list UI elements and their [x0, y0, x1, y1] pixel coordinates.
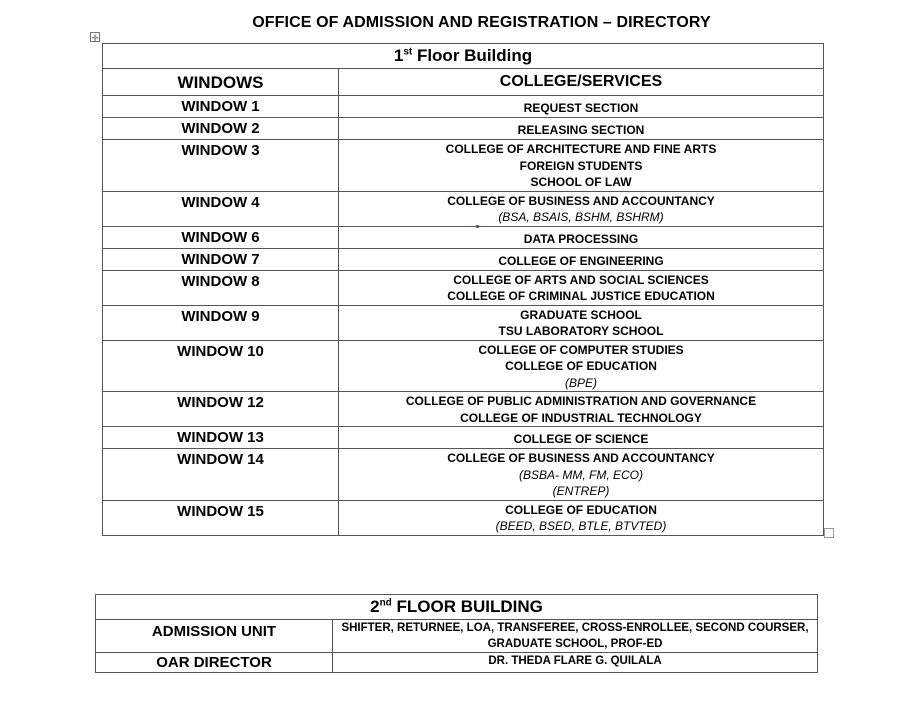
window-label: WINDOW 7 [103, 248, 339, 270]
service-line: COLLEGE OF EDUCATION [505, 359, 657, 373]
services-cell [339, 305, 824, 340]
table-row [103, 392, 824, 427]
services-cell [339, 118, 824, 140]
window-label: WINDOW 2 [103, 118, 339, 140]
unit-label: OAR DIRECTOR [96, 653, 333, 673]
table-row [103, 270, 824, 305]
service-line: COLLEGE OF BUSINESS AND ACCOUNTANCY [447, 451, 715, 465]
detail-line: DR. THEDA FLARE G. QUILALA [488, 655, 662, 667]
table-row [103, 449, 824, 501]
unit-details-cell [333, 653, 818, 673]
window-label: WINDOW 9 [103, 305, 339, 340]
program-note: (ENTREP) [552, 484, 610, 498]
services-cell [339, 96, 824, 118]
unit-label: ADMISSION UNIT [96, 620, 333, 653]
services-cell [339, 340, 824, 392]
table-row [103, 500, 824, 535]
table-move-handle-icon[interactable]: ✛ [91, 33, 99, 43]
window-label: WINDOW 8 [103, 270, 339, 305]
service-line: RELEASING SECTION [517, 123, 645, 137]
service-line: COLLEGE OF ENGINEERING [498, 253, 664, 268]
services-cell [339, 191, 824, 226]
first-floor-heading-row [103, 44, 824, 69]
service-line: COLLEGE OF BUSINESS AND ACCOUNTANCY [447, 193, 715, 208]
table-row [96, 620, 818, 653]
second-floor-table [95, 594, 818, 673]
detail-line: SHIFTER, RETURNEE, LOA, TRANSFEREE, CROSS-ENROLLEE, SECOND COURSER, [341, 622, 809, 634]
window-label: WINDOW 1 [103, 96, 339, 118]
services-cell [339, 449, 824, 501]
service-line: GRADUATE SCHOOL [520, 307, 642, 322]
service-line: COLLEGE OF PUBLIC ADMINISTRATION AND GOVERNANCE [405, 394, 757, 408]
services-cell [339, 248, 824, 270]
service-line: REQUEST SECTION [523, 101, 639, 115]
window-label: WINDOW 12 [103, 392, 339, 427]
services-column-header: COLLEGE/SERVICES [339, 69, 824, 96]
window-label: WINDOW 13 [103, 427, 339, 449]
service-line: COLLEGE OF EDUCATION [505, 502, 657, 517]
service-line: COLLEGE OF INDUSTRIAL TECHNOLOGY [460, 410, 702, 425]
service-line: COLLEGE OF ARCHITECTURE AND FINE ARTS [445, 142, 717, 156]
services-cell [339, 140, 824, 192]
table-row [103, 118, 824, 140]
window-label: WINDOW 10 [103, 340, 339, 392]
window-label: WINDOW 4 [103, 191, 339, 226]
program-note: (BEED, BSED, BTLE, BTVTED) [495, 519, 667, 533]
windows-column-header: WINDOWS [103, 69, 339, 96]
window-label: WINDOW 6 [103, 226, 339, 248]
window-label: WINDOW 15 [103, 500, 339, 535]
service-line: FOREIGN STUDENTS [519, 158, 643, 173]
services-cell [339, 270, 824, 305]
table-row [103, 140, 824, 192]
first-floor-table [102, 43, 824, 536]
table-row [96, 653, 818, 673]
service-line: COLLEGE OF COMPUTER STUDIES [478, 342, 684, 357]
table-row [103, 427, 824, 449]
services-cell [339, 500, 824, 535]
second-floor-heading-row [96, 595, 818, 620]
service-line: COLLEGE OF CRIMINAL JUSTICE EDUCATION [447, 289, 715, 303]
table-row [103, 191, 824, 226]
program-note: (BPE) [564, 375, 597, 390]
page-title: OFFICE OF ADMISSION AND REGISTRATION – DIRECTORY [252, 14, 711, 31]
service-line: DATA PROCESSING [523, 231, 639, 246]
detail-line: GRADUATE SCHOOL, PROF-ED [487, 638, 663, 650]
table-row [103, 340, 824, 392]
table-row [103, 305, 824, 340]
unit-details-cell [333, 620, 818, 653]
service-line: COLLEGE OF SCIENCE [513, 432, 649, 446]
program-note: (BSA, BSAIS, BSHM, BSHRM) [498, 210, 664, 224]
column-header-row [103, 69, 824, 96]
table-resize-handle[interactable] [824, 528, 834, 538]
table-row [103, 248, 824, 270]
program-note: (BSBA- MM, FM, ECO) [519, 467, 643, 482]
window-label: WINDOW 14 [103, 449, 339, 501]
service-line: COLLEGE OF ARTS AND SOCIAL SCIENCES [453, 272, 709, 287]
service-line: SCHOOL OF LAW [530, 175, 632, 189]
service-line: TSU LABORATORY SCHOOL [498, 324, 664, 338]
table-row [103, 226, 824, 248]
table-row [103, 96, 824, 118]
second-floor-heading: 2nd FLOOR BUILDING [96, 595, 818, 620]
window-label: WINDOW 3 [103, 140, 339, 192]
services-cell [339, 226, 824, 248]
services-cell [339, 392, 824, 427]
services-cell [339, 427, 824, 449]
first-floor-heading: 1st Floor Building [103, 44, 824, 69]
